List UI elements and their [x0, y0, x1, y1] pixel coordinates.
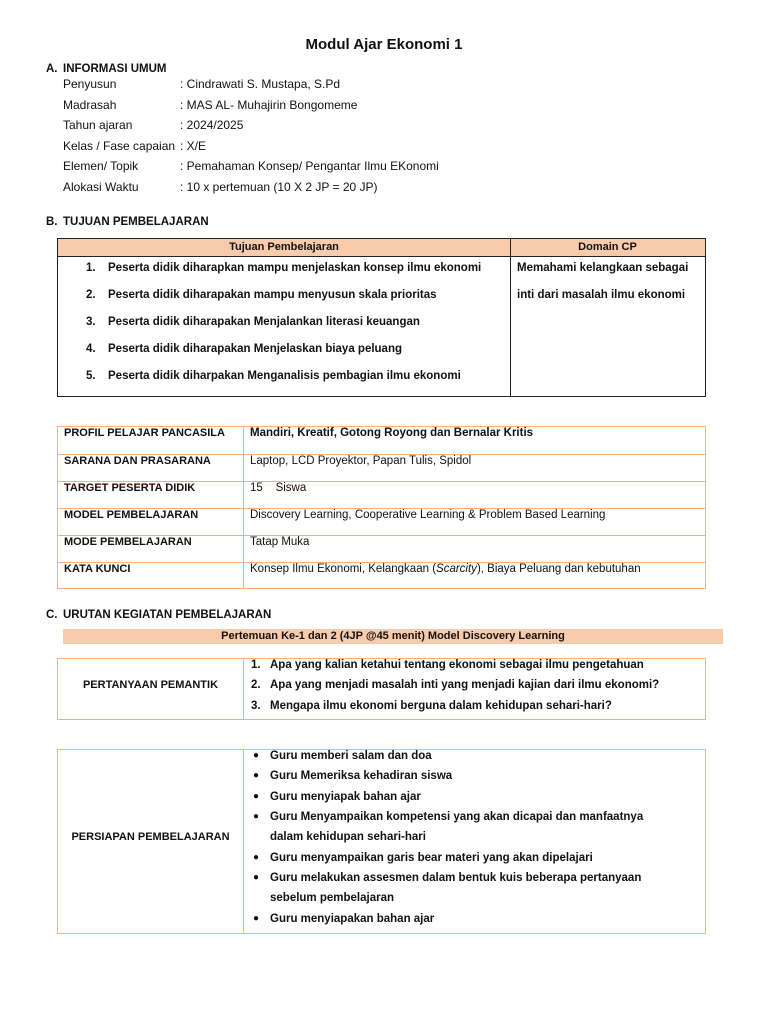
tujuan-column-header: Tujuan Pembelajaran	[58, 239, 510, 257]
row-label: TARGET PESERTA DIDIK	[64, 482, 196, 494]
pemantik-question	[251, 659, 644, 671]
profil-row	[58, 482, 705, 509]
info-label: Madrasah	[63, 98, 117, 112]
item-number: 4.	[86, 343, 96, 355]
info-value: : 10 x pertemuan (10 X 2 JP = 20 JP)	[180, 180, 378, 194]
bullet-icon: ●	[253, 770, 260, 781]
section-b-letter: B.	[46, 216, 58, 228]
domain-cp-text: inti dari masalah ilmu ekonomi	[517, 289, 686, 301]
row-value	[250, 563, 641, 575]
item-number: 1.	[86, 262, 96, 274]
value-italic-text: Scarcity	[436, 563, 477, 575]
section-a-letter: A.	[46, 63, 58, 75]
item-text: Peserta didik diharapkan mampu menjelaskan konsep ilmu ekonomi	[108, 262, 482, 274]
row-value: Discovery Learning, Cooperative Learning & Problem Based Learning	[250, 509, 606, 521]
row-label: PROFIL PELAJAR PANCASILA	[64, 427, 225, 439]
item-number: 2.	[251, 679, 261, 691]
item-number: 2.	[86, 289, 96, 301]
profil-row	[58, 563, 705, 589]
bullet-icon: ●	[253, 852, 260, 863]
tujuan-item	[86, 370, 461, 382]
bullet-icon: ●	[253, 791, 260, 802]
profil-row	[58, 455, 705, 482]
profil-row	[58, 536, 705, 563]
column-divider	[510, 239, 511, 396]
item-text: Peserta didik diharapakan mampu menyusun skala prioritas	[108, 289, 437, 301]
row-label: MODEL PEMBELAJARAN	[64, 509, 199, 521]
info-row	[63, 118, 243, 132]
section-c-title: URUTAN KEGIATAN PEMBELAJARAN	[63, 609, 272, 621]
section-b-heading	[46, 216, 209, 228]
column-divider	[243, 750, 244, 933]
item-text: Apa yang kalian ketahui tentang ekonomi sebagai ilmu pengetahuan	[270, 659, 644, 671]
info-label: Tahun ajaran	[63, 118, 133, 132]
tujuan-item	[86, 316, 420, 328]
pertanyaan-pemantik-box	[57, 658, 706, 720]
row-label: MODE PEMBELAJARAN	[64, 536, 192, 548]
row-value: Laptop, LCD Proyektor, Papan Tulis, Spidol	[250, 455, 472, 467]
item-text: Guru memberi salam dan doa	[270, 750, 432, 762]
info-label: Alokasi Waktu	[63, 180, 139, 194]
tujuan-item	[86, 289, 437, 301]
value-text: ), Biaya Peluang dan kebutuhan	[476, 563, 641, 575]
pertemuan-banner: Pertemuan Ke-1 dan 2 (4JP @45 menit) Model Discovery Learning	[63, 629, 723, 644]
profil-row	[58, 427, 705, 455]
row-value: Tatap Muka	[250, 536, 310, 548]
info-value: : MAS AL- Muhajirin Bongomeme	[180, 98, 358, 112]
item-text: Peserta didik diharpakan Menganalisis pembagian ilmu ekonomi	[108, 370, 461, 382]
column-divider	[243, 659, 244, 719]
tujuan-item	[86, 262, 481, 274]
item-number: 3.	[86, 316, 96, 328]
row-label: SARANA DAN PRASARANA	[64, 455, 211, 467]
info-label: Kelas / Fase capaian	[63, 139, 176, 153]
info-row	[63, 180, 378, 194]
section-a-title: INFORMASI UMUM	[63, 63, 167, 75]
info-row	[63, 98, 357, 112]
item-text: Guru melakukan assesmen dalam bentuk kuis beberapa pertanyaan	[270, 872, 642, 884]
item-text: Peserta didik diharapakan Menjelaskan biaya peluang	[108, 343, 403, 355]
item-text: sebelum pembelajaran	[270, 892, 394, 904]
info-value: : X/E	[180, 139, 207, 153]
item-text: Apa yang menjadi masalah inti yang menjadi kajian dari ilmu ekonomi?	[270, 679, 660, 691]
info-row	[63, 159, 439, 173]
info-row	[63, 139, 206, 153]
domain-cp-column-header: Domain CP	[510, 239, 705, 257]
row-value: Mandiri, Kreatif, Gotong Royong dan Bernalar Kritis	[250, 427, 534, 439]
item-text: Peserta didik diharapakan Menjalankan literasi keuangan	[108, 316, 420, 328]
pemantik-question	[251, 700, 612, 712]
info-label: Elemen/ Topik	[63, 159, 139, 173]
item-number: 1.	[251, 659, 261, 671]
bullet-icon: ●	[253, 811, 260, 822]
row-label: KATA KUNCI	[64, 563, 131, 575]
bullet-icon: ●	[253, 872, 260, 883]
item-text: Guru menyampaikan garis bear materi yang akan dipelajari	[270, 852, 593, 864]
persiapan-pembelajaran-box	[57, 749, 706, 934]
persiapan-label: PERSIAPAN PEMBELAJARAN	[71, 831, 230, 843]
value-text: Konsep Ilmu Ekonomi, Kelangkaan (	[250, 563, 437, 575]
bullet-icon: ●	[253, 913, 260, 924]
section-c-letter: C.	[46, 609, 58, 621]
item-text: Guru menyiapakan bahan ajar	[270, 913, 435, 925]
pemantik-question	[251, 679, 659, 691]
tujuan-pembelajaran-table	[57, 238, 706, 397]
profil-table	[57, 426, 706, 589]
item-text: Guru Memeriksa kehadiran siswa	[270, 770, 453, 782]
item-text: Guru menyiapak bahan ajar	[270, 791, 421, 803]
section-c-heading	[46, 609, 271, 621]
domain-cp-text: Memahami kelangkaan sebagai	[517, 262, 689, 274]
profil-row	[58, 509, 705, 536]
bullet-icon: ●	[253, 750, 260, 761]
item-text: Mengapa ilmu ekonomi berguna dalam kehidupan sehari-hari?	[270, 700, 612, 712]
item-number: 3.	[251, 700, 261, 712]
pemantik-label: PERTANYAAN PEMANTIK	[82, 679, 219, 691]
row-value: 15 Siswa	[250, 482, 307, 494]
document-title: Modul Ajar Ekonomi 1	[305, 36, 463, 53]
info-value: : Pemahaman Konsep/ Pengantar Ilmu EKonomi	[180, 159, 439, 173]
info-row	[63, 77, 340, 91]
info-value: : Cindrawati S. Mustapa, S.Pd	[180, 77, 341, 91]
tujuan-item	[86, 343, 402, 355]
section-b-title: TUJUAN PEMBELAJARAN	[63, 216, 209, 228]
info-label: Penyusun	[63, 77, 117, 91]
item-text: dalam kehidupan sehari-hari	[270, 831, 426, 843]
info-value: : 2024/2025	[180, 118, 244, 132]
item-text: Guru Menyampaikan kompetensi yang akan dicapai dan manfaatnya	[270, 811, 644, 823]
section-a-heading	[46, 63, 167, 75]
item-number: 5.	[86, 370, 96, 382]
